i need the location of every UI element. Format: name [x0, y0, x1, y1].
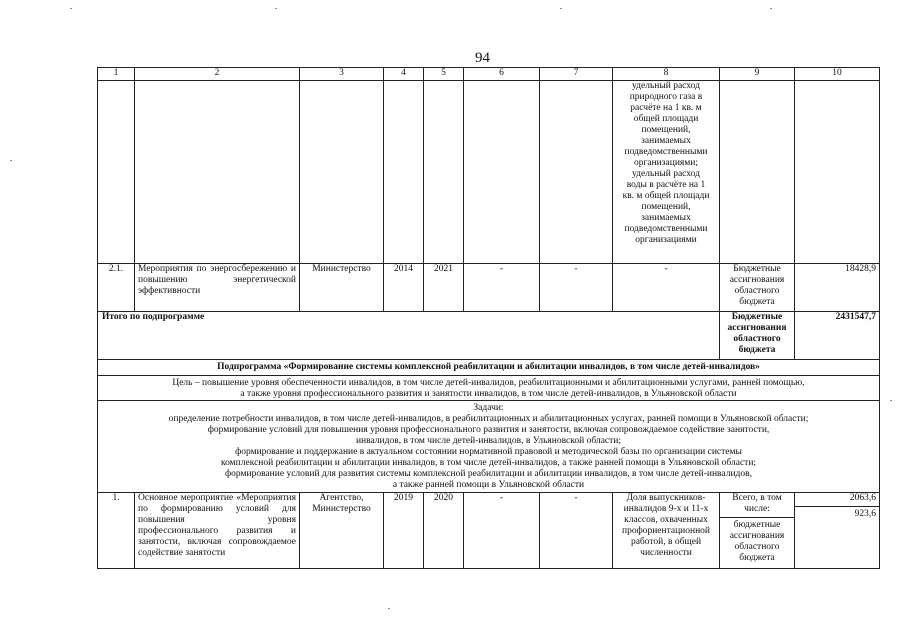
subprogram-title: Подпрограмма «Формирование системы комплексной реабилитации и абилитации инвалидов, в том числе детей-инвалидов»: [98, 360, 880, 376]
column-number: 9: [720, 68, 795, 81]
funding-amount-budget: 923,6: [795, 506, 879, 531]
column-number: 5: [424, 68, 464, 81]
column-number: 10: [795, 68, 880, 81]
event-name: Мероприятия по энергосбережению и повышению энергетической эффективности: [135, 264, 300, 312]
continuation-row: [98, 81, 880, 264]
column-number: 4: [384, 68, 424, 81]
task-line: а также ранней помощи в Ульяновской области: [392, 480, 585, 490]
goal-row: [98, 376, 880, 401]
goal-line: Цель – повышение уровня обеспеченности инвалидов, в том числе детей-инвалидов, реабилитационными и абилитационными услугами, ранней помощью,: [172, 378, 805, 388]
column-number: 2: [135, 68, 300, 81]
col6-value: -: [464, 493, 540, 569]
funding-source-budget: бюджетные ассигнования областного бюджета: [720, 517, 794, 564]
indicator: -: [613, 264, 720, 312]
subprogram-title-row: [98, 360, 880, 376]
row-number: 2.1.: [98, 264, 135, 312]
funding-amount-cell: [795, 493, 880, 569]
column-number-header-row: [98, 68, 880, 81]
funding-amount-total: 2063,6: [849, 493, 876, 503]
end-year: 2021: [424, 264, 464, 312]
total-amount: 2431547,7: [795, 312, 880, 360]
total-row: [98, 312, 880, 360]
funding-source: Бюджетные ассигнования областного бюджета: [720, 264, 795, 312]
indicator: Доля выпускников-инвалидов 9-х и 11-х классов, охваченных профориентационной работой, в общей численности: [613, 493, 720, 569]
col7-value: -: [540, 493, 613, 569]
indicator-continuation: удельный расход природного газа в расчёте на 1 кв. м общей площади помещений, занимаемых подведомственными организациями; удельный расход воды в расчёте на 1 кв. м общей площади помещений, занимаемых подведомственными организациями: [613, 81, 720, 264]
tasks-heading: Задачи:: [473, 403, 504, 413]
event-name: Основное мероприятие «Мероприятия по формированию условий для повышения уровня профессионального развития и занятости, включая сопровождаемое содействие занятости: [135, 493, 300, 569]
start-year: 2014: [384, 264, 424, 312]
table-row: [98, 493, 880, 569]
column-number: 1: [98, 68, 135, 81]
goal-line: а также уровня профессионального развития и занятости инвалидов, в том числе детей-инвалидов, в Ульяновской области: [240, 389, 737, 399]
task-line: инвалидов, в том числе детей-инвалидов, в Ульяновской области;: [355, 436, 622, 446]
table-row: [98, 264, 880, 312]
task-line: определение потребности инвалидов, в том числе детей-инвалидов, в реабилитационных и абилитационных услугах, ранней помощи в Ульяновской области;: [168, 414, 809, 424]
tasks-text: [98, 401, 880, 493]
task-line: формирование условий для повышения уровня профессионального развития и занятости, включая сопровождаемое содействие занятости,: [207, 425, 770, 435]
executor: Агентство, Министерство: [300, 493, 384, 569]
task-line: формирование и поддержание в актуальном состоянии нормативной правовой и методической базы по организации системы: [235, 447, 742, 457]
program-table: [97, 67, 880, 569]
column-number: 7: [540, 68, 613, 81]
funding-source-total: Всего, в том числе:: [732, 493, 782, 514]
total-label: Итого по подпрограмме: [98, 312, 720, 360]
task-line: формирование условий для развития системы комплексной реабилитации и абилитации инвалидов, в том числе детей-инвалидов,: [225, 469, 752, 479]
column-number: 8: [613, 68, 720, 81]
tasks-row: [98, 401, 880, 493]
executor: Министерство: [300, 264, 384, 312]
task-line: комплексной реабилитации и абилитации инвалидов, в том числе детей-инвалидов, а также ранней помощи в Ульяновской области;: [220, 458, 757, 468]
column-number: 3: [300, 68, 384, 81]
funding-amount: 18428,9: [795, 264, 880, 312]
start-year: 2019: [384, 493, 424, 569]
row-number: 1.: [98, 493, 135, 569]
goal-text: [98, 376, 880, 401]
col7-value: -: [540, 264, 613, 312]
end-year: 2020: [424, 493, 464, 569]
total-funding-source: Бюджетные ассигнования областного бюджета: [720, 312, 795, 360]
page-number: 94: [475, 50, 490, 66]
funding-source-cell: [720, 493, 795, 569]
column-number: 6: [464, 68, 540, 81]
col6-value: -: [464, 264, 540, 312]
